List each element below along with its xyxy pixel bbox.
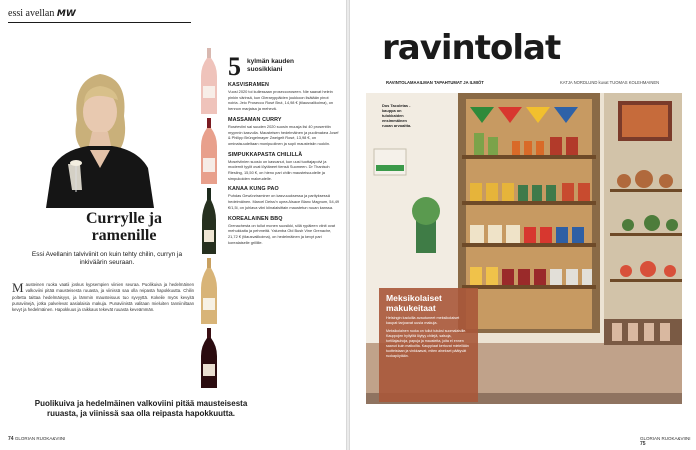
headline: Currylle ja ramenille <box>86 210 162 244</box>
column-rule <box>8 22 191 23</box>
magazine-name: GLORIAN RUOKA&VIINI <box>640 436 691 441</box>
column-tag-mark: MW <box>56 9 76 19</box>
column-tag-name: essi avellan <box>8 8 55 19</box>
wine-pick-heading: KOREALAINEN BBQ <box>228 215 283 222</box>
feature-text: Meksikolainen ruoka on tullut tutuksi suomalaisille. Kauppojen hyllyiltä löytyy chilejä, salsoja, tortillajauhoja, papuja ja mausteita, joita ei ennen saanut kuin matkoilta. Kauppiaat kertovat mielellään tuotteistaan ja vinkkaavat, miten ainekset päätyvät ruokapöytään. <box>386 329 469 358</box>
page-number: 75 <box>640 441 646 447</box>
wine-bottle-icon <box>201 328 217 388</box>
body-text <box>12 282 194 313</box>
wine-pick-heading: KANAA KUNG PAO <box>228 186 279 193</box>
byline: KATJA NORDLUND kuvat TUOMAS KOLEHMAINEN <box>560 80 660 85</box>
wine-bottle-icon <box>201 48 217 114</box>
body-paragraph: austeinen ruoka vaatii joskus kypsempien viinien seuraa. Puolikuiva ja hedelmäinen valkoviini pitää mausteisesta ruuasta, ja viinissä saa olla reipasta hapokkuutta. Chilin poltetta taittaa hedelmäisyys, ja lämmin mausteisuus tuo syvyyttä. Kokeile myös kevyitä punaviinejä, jotka palvelevat aasialaisia makuja. Punaviinistä valitaan mieluiten tanniiniltaan kevyt ja hedelmäinen. Hapokkuus ja raikkaus tekevät ruuasta keveämmän. <box>12 282 194 313</box>
section-title: ravintolat <box>382 28 561 68</box>
wine-bottle-column <box>197 48 221 388</box>
wine-pick-heading: MASSAMAN CURRY <box>228 116 282 123</box>
magazine-name: GLORIAN RUOKA&VIINI <box>14 436 66 441</box>
wine-pick-text: Puhdas Gewürztraminer on kasvuuuksessa ja parityksessä hedelmäinen. Marcel Deiss'n upea Alsace Blanc Magnum, 54,49 €/1,5l, on juhlava viini kiinalaisittain maustetun ruuan kanssa. <box>228 193 340 210</box>
wine-bottle-icon <box>201 118 217 184</box>
wine-bottle-icon <box>202 188 216 254</box>
wine-pick-text: Grenachesta on tullut monen suosikki, sillä rypäleen viinit ovat mehukkaita ja pehmeitä. Yalumba Old Bush Vine Grenache, 21,72 € (tilausvalikoima), on hedelmäinen ja kevyt pari korealaiselle grillille. <box>228 222 336 245</box>
photo-caption: Dos Tacoletas -kauppa on tulokkaiden ensimmäinen ruoan arvoaitta. <box>382 103 412 128</box>
column-tag <box>8 8 76 19</box>
wine-pick-text: Moselviinien suosio on kasvanut, kun uusi tuottajapolvi ja modernit tyylit ovat löytäneet tiensä Suomeen. Dr Thanisch Riesling, 15,50 €, on hieno pari chilin mausteisuudelle ja simpukoiden makeudelle. <box>228 158 330 181</box>
wine-pick-text: Vuosi 2020 toi kullessaan proseccoroseen. Nie saavat helein pinkin värinsä, kun Gleraryppäiden joukkoon lisätään pinot noiria. Jeio Prosecco Rosé Brut, 14,98 € (tilausvalikoima), on hennon marjaisa ja mehevä. <box>228 89 334 112</box>
wine-pick <box>228 152 340 182</box>
feature-deck: Helsingin kaduilla avautuneet meksikolaiset kaupat tarjoavat uusia makuja. <box>386 316 460 326</box>
wine-pick <box>228 117 340 147</box>
wine-pick-heading: KASVISRAMEN <box>228 82 269 88</box>
wine-pick-heading: SIMPUKKAPASTA CHILILLÄ <box>228 151 303 158</box>
feature-box <box>379 288 478 402</box>
wine-pick <box>228 82 340 112</box>
pull-quote: Puolikuiva ja hedelmäinen valkoviini pitää mausteisesta ruuasta, ja viinissä saa olla reipasta hapokkuutta. <box>34 399 248 418</box>
subhead: Essi Avellanin talviviinit on kuin tehty chilin, curryn ja inkiväärin seuraan. <box>31 251 183 266</box>
portrait-photo <box>32 60 162 208</box>
wine-picks <box>228 82 340 250</box>
wine-pick-text: Roséeviini sai suuden 2020 suosin muusja lisi 40 prosenttin myynnin kasvulla. Mausteisen hedelmäinen ja puolimakea Josef & Philipp Brüngelmayer Zweigelt Rosé, 13,98 €, on ominaisuudeltaan monipuolinen ja sopii mausteisiin ruokiin. <box>228 123 339 146</box>
drop-cap: M <box>12 280 24 295</box>
section-tagline: RAVINTOLAMAAILMAN TAPAHTUMAT JA ILMIÖT <box>386 80 484 85</box>
picks-title: kylmän kauden suosikkiani <box>247 58 294 73</box>
wine-pick <box>228 186 340 210</box>
picks-number: 5 <box>228 52 241 81</box>
folio-right <box>640 436 696 447</box>
page-number: 74 <box>8 436 14 442</box>
feature-heading: Meksikolaiset makukeitaat <box>386 293 442 313</box>
wine-bottle-icon <box>201 258 217 324</box>
wine-pick <box>228 216 340 246</box>
left-page <box>0 0 346 450</box>
folio-left <box>8 436 65 442</box>
